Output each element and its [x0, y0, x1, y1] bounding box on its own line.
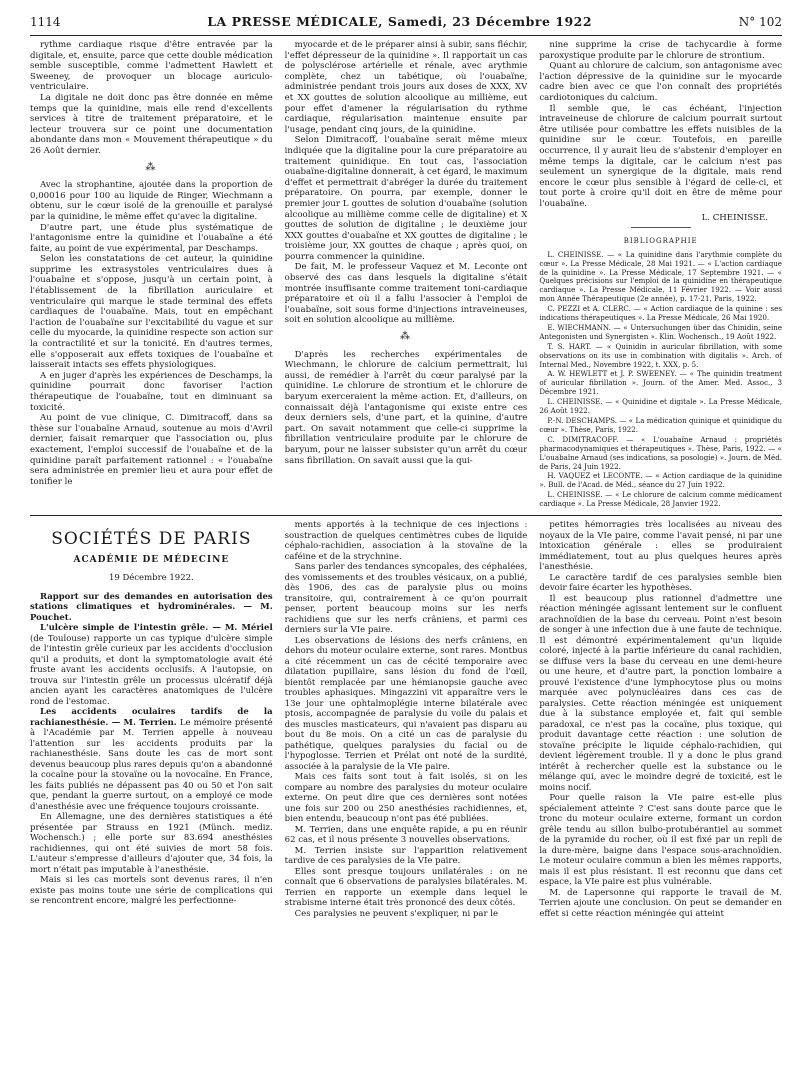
bibliography-entry: T. S. HART. — « Quinidin in auricular fibrillation, with some observations on its use in combination with digitalis ». Arch. of Internal Med., Novembre 1922, t. XXX, p. 5. [539, 341, 783, 369]
paragraph: Rapport sur des demandes en autorisation des stations climatiques et hydrominérales. — M. Pouchet. [30, 591, 273, 623]
bibliography-entry: L. CHEINISSE. — « Le chlorure de calcium comme médicament cardiaque ». La Presse Médicale, 28 Janvier 1922. [539, 490, 783, 509]
paragraph: De fait, M. le professeur Vaquez et M. Leconte ont observé des cas dans lesquels la digitaline s'était montrée insuffisante comme traitement toni-cardiaque préparatoire et où il a fallu l'associer à l'emploi de l'ouabaïne, soit sous forme d'injections intraveineuses, soit en solution alcoolique au millième. [284, 262, 528, 326]
bottom-column-1 [30, 520, 273, 919]
section-stars: ⁂ [400, 331, 412, 343]
top-column-1 [30, 40, 273, 510]
bibliography-entry: E. WIECHMANN. — « Untersuchungen über das Chinidin, seine Antegonisten und Synergisten ». Klin. Wochensch., 19 Août 1922. [539, 322, 783, 341]
issue-number: N° 102 [738, 15, 782, 29]
paragraph: myocarde et de le préparer ainsi à subir, sans fléchir, l'effet dépresseur de la quinidine ». Il rapportait un cas de polysclérose artérielle et rénale, avec arythmie complète, chez un tabétique, où l'ouabaïne, administrée pendant trois jours aux doses de XXX, XV et XX gouttes de solution alcoolique au millième, eut pour effet d'amener la régularisation du rythme cardiaque, régularisation maintenue ensuite par l'usage, pendant cinq jours, de la quinidine. [284, 40, 528, 135]
paragraph: Les observations de lésions des nerfs crâniens, en dehors du moteur oculaire externe, sont rares. Montbus a cité récemment un cas de cécité temporaire avec dilatation pupillaire, sans lésion du fond de l'œil, bientôt remplacée par une hémianopsie gauche avec troubles aphasiques. Mingazzini vit apparaître vers le 13e jour une ophtalmoplégie interne bilatérale avec ptosis, accompagnée de paralysie du voile du palais et des muscles masticateurs, qui n'avaient pas disparu au bout du 8e mois. On a cité un cas de paralysie du pathétique, quelques paralysies du facial ou de l'hypoglosse. Terrien et Prélat ont noté de la surdité, associée à la paralysie de la VIe paire. [284, 635, 528, 772]
paragraph: Pour quelle raison la VIe paire est-elle plus spécialement atteinte ? C'est sans doute parce que le tronc du moteur oculaire externe, formant un cordon grêle tendu au sillon bulbo-protubérantiel au sommet de la pyramide du rocher, où il est fixé par un repli de la dure-mère, baigne dans l'espace sous-arachnoïdien. Le moteur oculaire commun a bien les mêmes rapports, mais il est plus résistant. Il est reconnu que dans cet espace, la VIe paire est plus vulnérable. [539, 793, 783, 888]
bibliography-entry: P.-N. DESCHAMPS. — « La médication quinique et quinidique du cœur ». Thèse, Paris, 1922. [539, 416, 783, 434]
paragraph: Selon les constatations de cet auteur, la quinidine supprime les extrasystoles ventriculaires dues à l'ouabaïne et s'oppose, jusqu'à un certain point, à l'établissement de la fibrillation auriculaire et ventriculaire qui marque le stade terminal des effets cardiaques de l'ouabaïne. Mais, tout en empêchant l'action de l'ouabaïne sur l'excitabilité du vague et sur celle du myocarde, la quinidine respecte son action sur la contractilité et sur la tonicité. En d'autres termes, elle s'opposerait aux effets toxiques de l'ouabaïne et laisserait intacts ses effets physiologiques. [30, 254, 273, 371]
section-stars: ⁂ [145, 161, 158, 173]
journal-title: LA PRESSE MÉDICALE, Samedi, 23 Décembre 1922 [207, 14, 593, 29]
bibliography-entry: H. VAQUEZ et LECONTE. — « Action cardiaque de la quinidine ». Bull. de l'Acad. de Méd., séance du 27 Juin 1922. [539, 471, 783, 490]
bibliography-entry: A. W. HEWLETT et J. P. SWEENEY. — « The quinidin treatment of auricular fibrillation ». Journ. of the Amer. Med. Assoc., 3 Décembre 1921. [539, 369, 783, 397]
top-column-2 [285, 40, 528, 510]
paragraph: D'après les recherches expérimentales de Wiechmann, le chlorure de calcium permettrait, lui aussi, de remédier à l'arrêt du cœur paralysé par la quinidine. Le chlorure de strontium et le chlorure de baryum exerceraient la même action. Et, d'ailleurs, on connaissait déjà l'antagonisme qui existe entre ces deux derniers sels, d'une part, et la quinine, d'autre part. On savait notamment que celle-ci supprime la fibrillation ventriculaire produite par le chlorure de baryum, pour ne laisser subsister qu'un arrêt du cœur sans fibrillation. On savait aussi que la qui- [284, 349, 528, 466]
paragraph: Il semble que, le cas échéant, l'injection intraveineuse de chlorure de calcium pourrait surtout être utilisée pour combattre les effets nuisibles de la quinidine sur le cœur. Toutefois, en pareille occurrence, il y aurait lieu de s'abstenir d'employer en même temps la digitale, car le calcium n'est pas seulement un synergique de la digitale, mais rend encore le cœur plus sensible à l'égard de celle-ci, et tout porte à croire qu'il doit en être de même pour l'ouabaïne. [539, 103, 783, 209]
paragraph: D'autre part, une étude plus systématique de l'antagonisme entre la quinidine et l'ouabaïne a été faite, au point de vue expérimental, par Deschamps. [30, 222, 273, 254]
bibliography-entry: L. CHEINISSE. — « La quinidine dans l'arythmie complète du cœur ». La Presse Médicale, 28 Mai 1921. — « L'action cardiaque de la quinidine ». La Presse Médicale, 17 Septembre 1921. — « Quelques précisions sur l'emploi de la quinidine en thérapeutique cardiaque ». La Presse Médicale, 11 Février 1922. — Voir aussi mon Année Thérapeutique (2e année), p. 17-21, Paris, 1922. [539, 249, 783, 304]
paragraph: Les accidents oculaires tardifs de la rachianesthésie. — M. Terrien. Le mémoire présenté à l'Académie par M. Terrien appelle à nouveau l'attention sur les accidents produits par la rachianesthésie. Sans doute les cas de mort sont devenus beaucoup plus rares depuis qu'on a abandonné la cocaïne pour la stovaïne ou la novocaïne. En France, les faits publiés ne dépassent pas 40 ou 50 et l'on sait que, pendant la guerre surtout, on a employé ce mode d'anesthésie avec une fréquence toujours croissante. [30, 707, 273, 812]
page-header [30, 14, 782, 36]
paragraph: En Allemagne, une des dernières statistiques a été présentée par Strauss en 1921 (Münch. mediz. Wochensch.) ; elle porte sur 83.694 anesthésies rachidiennes, qui ont été suivies de mort 58 fois. L'auteur s'empresse d'ailleurs d'ajouter que, 34 fois, la mort n'était pas imputable à l'anesthésie. [30, 812, 273, 875]
paragraph: Mais ces faits sont tout à fait isolés, si on les compare au nombre des paralysies du moteur oculaire externe. On peut dire que ces dernières sont notées une fois sur 200 ou 250 anesthésies rachidiennes, et, bien entendu, beaucoup n'ont pas été publiées. [284, 772, 528, 825]
bottom-column-2 [285, 520, 528, 919]
top-article [30, 40, 782, 510]
bibliography-list [539, 251, 782, 509]
session-date: 19 Décembre 1922. [108, 573, 194, 584]
paragraph: nine supprime la crise de tachycardie à forme paroxystique produite par le chlorure de strontium. [539, 40, 783, 61]
paragraph: Mais si les cas mortels sont devenus rares, il n'en existe pas moins toute une série de complications qui se rencontrent encore, malgré les perfectionne- [30, 875, 273, 907]
newspaper-page [30, 14, 782, 919]
paragraph: rythme cardiaque risque d'être entravée par la digitale, et, ensuite, parce que cette double médication semble susceptible, comme l'admettent Hawlett et Sweeney, de provoquer un blocage auriculo-ventriculaire. [30, 40, 273, 93]
top-column-3 [539, 40, 782, 510]
paragraph: Quant au chlorure de calcium, son antagonisme avec l'action dépressive de la quinidine sur le myocarde cadre bien avec ce que l'on connaît des propriétés cardiotoniques du calcium. [539, 61, 783, 103]
paragraph: petites hémorragies très localisées au niveau des noyaux de la VIe paire, comme l'avait pensé, ni par une intoxication générale : elles se produiraient immédiatement, tout au plus quelques heures après l'anesthésie. [539, 520, 783, 573]
paragraph: Le caractère tardif de ces paralysies semble bien devoir faire écarter les hypothèses. [539, 572, 783, 594]
bibliography-entry: C. DIMITRACOFF. — « L'ouabaïne Arnaud : propriétés pharmacodynamiques et thérapeutiques ». Thèse, Paris, 1922. — « L'ouabaïne Arnaud (ses indications, sa posologie) ». Journ. de Méd. de Paris, 24 Juin 1922. [539, 434, 783, 471]
section-separator [30, 515, 782, 516]
paragraph: ments apportés à la technique de ces injections : soustraction de quelques centimètres cubes de liquide céphalo-rachidien, association à la stovaïne de la caféine et de la strychnine. [284, 520, 528, 562]
societes-section [30, 520, 782, 919]
paragraph: L'ulcère simple de l'intestin grêle. — M. Mériel (de Toulouse) rapporte un cas typique d'ulcère simple de l'intestin grêle curieux par les accidents d'occlusion qu'il a produits, et dont la symptomatologie avait été fruste avant les accidents occlusifs. A l'autopsie, on trouva sur l'intestin grêle un processus ulcératif déjà ancien ayant les caractères anatomiques de l'ulcère rond de l'estomac. [30, 623, 273, 707]
paragraph: La digitale ne doit donc pas être donnée en même temps que la quinidine, mais elle rend d'excellents services à titre de traitement préparatoire, et le lecteur trouvera sur ce point une documentation abondante dans mon « Mouvement thérapeutique » du 26 Août dernier. [30, 92, 273, 156]
paragraph: M. de Lapersonne qui rapporte le travail de M. Terrien ajoute une conclusion. On peut se demander en effet si cette réaction méningée qui atteint [539, 887, 783, 919]
bibliography-entry: C. PEZZI et A. CLERC. — « Action cardiaque de la quinine : ses indications thérapeutiques ». La Presse Médicale, 26 Mai 1920. [539, 304, 783, 323]
page-number: 1114 [30, 15, 61, 29]
paragraph: Au point de vue clinique, C. Dimitracoff, dans sa thèse sur l'ouabaïne Arnaud, soutenue au mois d'Avril dernier, faisait remarquer que l'association ou, plus exactement, l'emploi successif de l'ouabaïne et de la quinidine paraît parfaitement rationnel : « l'ouabaïne sera administrée en premier lieu et aura pour effet de tonifier le [30, 413, 273, 487]
paragraph: A en juger d'après les expériences de Deschamps, la quinidine pourrait donc favoriser l'action thérapeutique de l'ouabaïne, tout en diminuant sa toxicité. [30, 370, 273, 413]
section-title: SOCIÉTÉS DE PARIS [51, 529, 252, 550]
author-signature: L. CHEINISSE. [701, 212, 769, 223]
paragraph: Avec la strophantine, ajoutée dans la proportion de 0,00016 pour 100 au liquide de Ringer, Wiechmann a obtenu, sur le cœur isolé de la grenouille et paralysé par la quinidine, le même effet qu'avec la digitaline. [30, 180, 273, 222]
bibliography-entry: L. CHEINISSE. — « Quinidine et digitale ». La Presse Médicale, 26 Août 1922. [539, 397, 783, 416]
paragraph: M. Terrien insiste sur l'apparition relativement tardive de ces paralysies de la VIe paire. [284, 845, 528, 867]
paragraph: Il est beaucoup plus rationnel d'admettre une réaction méningée agissant lentement sur le confluent arachnoïdien de la base du cerveau. Point n'est besoin de songer à une infection due à une faute de technique. Il est démontré expérimentalement qu'un liquide coloré, injecté à la partie inférieure du canal rachidien, se diffuse vers la base du cerveau en une demi-heure ou une heure, et d'autre part, la ponction lombaire a prouvé l'existence d'une lymphocytose plus ou moins marquée avec polynucléaires dans ces cas de paralysies. Cette réaction méningée est uniquement due à la substance employée et, fait qui semble paradoxal, ce n'est pas la cocaïne, plus toxique, qui produit davantage cette réaction : une solution de stovaïne précipite le liquide céphalo-rachidien, qui devient légèrement trouble. Il y a donc le plus grand intérêt à rechercher quelle est la substance ou le mélange qui, avec le moindre degré de toxicité, est le moins nocif. [539, 593, 783, 793]
paragraph: Selon Dimitracoff, l'ouabaïne serait même mieux indiquée que la digitaline pour la cure préparatoire au traitement quinidique. En tout cas, l'association ouabaïne-digitaline donnerait, à cet égard, le maximum d'effet et permettrait d'abréger la durée du traitement préparatoire. On pourra, par exemple, donner le premier jour L gouttes de solution d'ouabaïne (solution alcoolique au millième comme celle de digitaline) et X gouttes de solution de digitaline ; le deuxième jour XXX gouttes d'ouabaïne et XX gouttes de digitaline ; le troisième jour, XX gouttes de chaque ; après quoi, on pourra commencer la quinidine. [284, 135, 528, 262]
paragraph: Elles sont presque toujours unilatérales : on ne connaît que 6 observations de paralysies bilatérales. M. Terrien en rapporte un exemple dans lequel le strabisme interne était très prononcé des deux côtés. [284, 866, 528, 909]
academy-heading: ACADÉMIE DE MÉDECINE [73, 554, 230, 565]
bibliography-title: BIBLIOGRAPHIE [623, 237, 698, 246]
paragraph: Sans parler des tendances syncopales, des céphalées, des vomissements et des troubles vésicaux, on a publié, dès 1906, des cas de paralysie plus ou moins transitoire, qui, contrairement à ce qu'on pourrait penser, portent beaucoup moins sur les nerfs rachidiens que sur les nerfs crâniens, et parmi ces derniers sur la VIe paire. [284, 562, 528, 636]
paragraph: Ces paralysies ne peuvent s'expliquer, ni par le [294, 908, 498, 919]
paragraph: M. Terrien, dans une enquête rapide, a pu en réunir 62 cas, et il nous présente 3 nouvelles observations. [284, 824, 528, 846]
divider [631, 227, 691, 228]
bottom-column-3 [539, 520, 782, 919]
